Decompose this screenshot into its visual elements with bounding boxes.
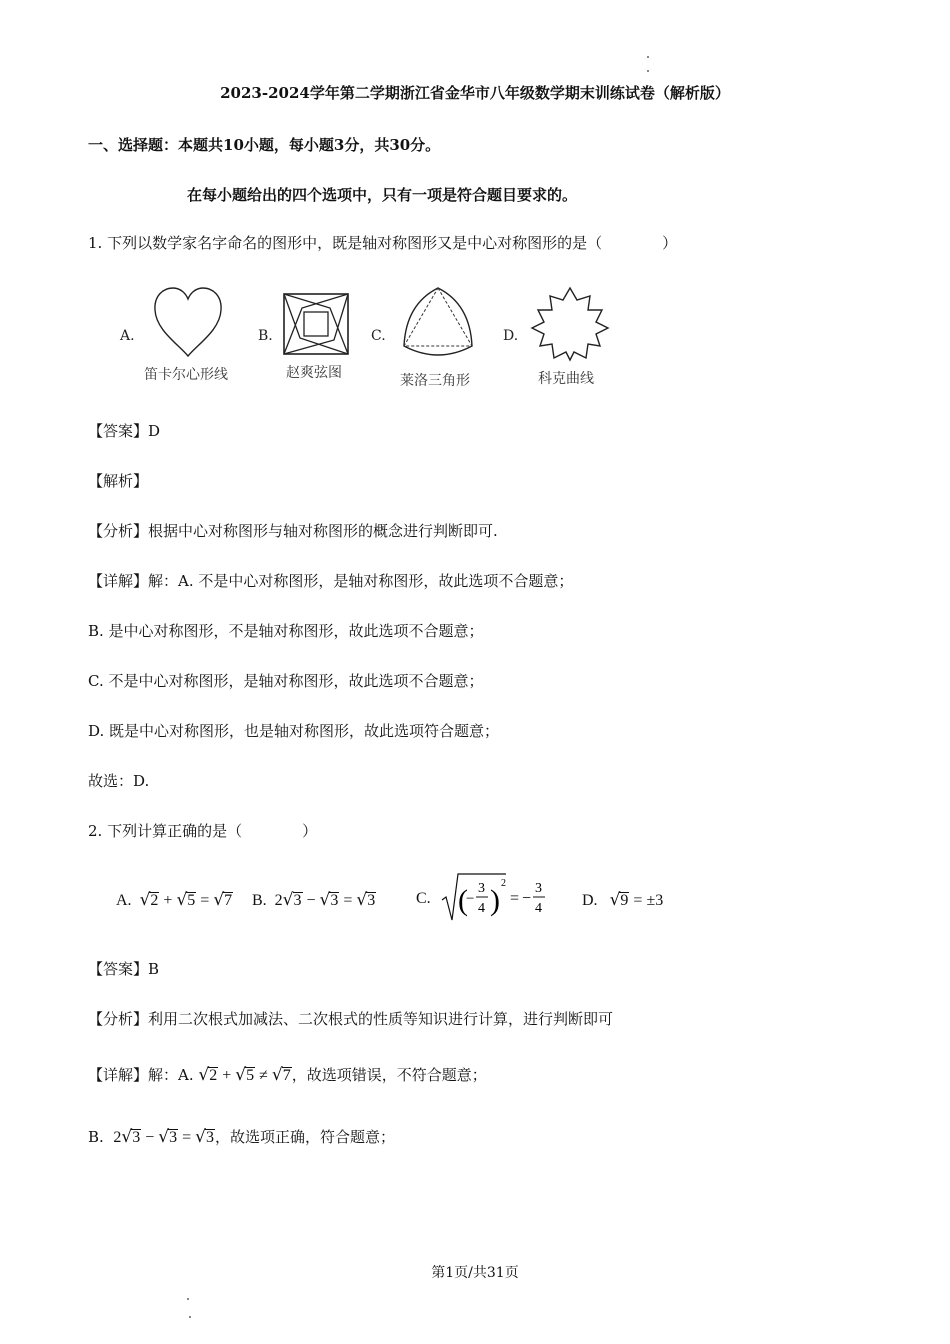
sqrt-icon: √ [176, 890, 188, 910]
scan-dot [647, 70, 649, 72]
option-c-caption: 莱洛三角形 [400, 373, 470, 389]
svg-text:2: 2 [501, 878, 506, 889]
sqrt-icon: √ [271, 1065, 283, 1085]
q1-detail-d: D. 既是中心对称图形，也是轴对称图形，故此选项符合题意； [88, 722, 500, 740]
zhao-shuang-figure [282, 292, 350, 356]
q2-option-c-label: C. [416, 890, 431, 907]
page-footer: 第1页/共31页 [431, 1265, 519, 1281]
q2-option-b-label: B. [252, 892, 267, 909]
q2-fenxi: 【分析】利用二次根式加减法、二次根式的性质等知识进行计算，进行判断即可 [88, 1010, 614, 1028]
svg-text:): ) [490, 884, 500, 917]
sqrt-icon: √ [213, 890, 225, 910]
option-c-label: C. [371, 328, 386, 344]
section-subheading: 在每小题给出的四个选项中，只有一项是符合题目要求的。 [187, 186, 578, 204]
q2-option-c-formula [440, 870, 550, 926]
q2-detail-a: 【详解】解：A. √2 + √5 ≠ √7，故选项错误，不符合题意； [88, 1065, 487, 1085]
svg-text:(: ( [458, 884, 468, 917]
question-1-stem: 1. 下列以数学家名字命名的图形中，既是轴对称图形又是中心对称图形的是（ ） [88, 234, 678, 252]
svg-text:4: 4 [478, 901, 485, 916]
q1-answer: 【答案】D [88, 422, 161, 440]
section-heading: 一、选择题：本题共10小题，每小题3分，共30分。 [88, 136, 441, 154]
q2-option-a-label: A. [116, 892, 132, 909]
sqrt-icon: √ [282, 890, 294, 910]
option-d-caption: 科克曲线 [538, 371, 594, 387]
q2-option-b: B. 2√3 − √3 = √3 [252, 890, 376, 910]
reuleaux-triangle-figure [396, 284, 480, 364]
svg-text:−: − [522, 890, 532, 907]
sqrt-icon: √ [235, 1065, 247, 1085]
q2-option-a: A. √2 + √5 = √7 [116, 890, 233, 910]
q2-detail-b: B. 2√3 − √3 = √3，故选项正确，符合题意； [88, 1127, 395, 1147]
svg-text:=: = [510, 890, 520, 907]
page-title: 2023-2024学年第二学期浙江省金华市八年级数学期末训练试卷（解析版） [220, 84, 730, 102]
q1-fenxi: 【分析】根据中心对称图形与轴对称图形的概念进行判断即可. [88, 522, 498, 540]
svg-text:3: 3 [535, 881, 542, 896]
sqrt-icon: √ [198, 1065, 210, 1085]
q1-detail-c: C. 不是中心对称图形，是轴对称图形，故此选项不合题意； [88, 672, 484, 690]
sqrt-icon: √ [319, 890, 331, 910]
q2-answer: 【答案】B [88, 960, 160, 978]
question-2-stem: 2. 下列计算正确的是（ ） [88, 822, 318, 840]
scan-dot [189, 1316, 191, 1318]
svg-text:3: 3 [478, 881, 485, 896]
q2-option-d-label: D. [582, 892, 598, 909]
q1-jiexi: 【解析】 [88, 472, 149, 490]
cardioid-heart-figure [150, 286, 226, 358]
option-d-label: D. [503, 328, 519, 344]
q2-option-d: D. √9 = ±3 [582, 890, 664, 910]
option-a-label: A. [120, 328, 135, 344]
sqrt-icon: √ [195, 1127, 206, 1147]
svg-text:−: − [466, 891, 475, 907]
sqrt-icon: √ [356, 890, 368, 910]
option-a-caption: 笛卡尔心形线 [144, 367, 228, 383]
scan-dot [647, 56, 649, 58]
svg-text:4: 4 [535, 901, 542, 916]
sqrt-icon: √ [609, 890, 621, 910]
q1-conclusion: 故选：D. [88, 772, 150, 790]
option-b-caption: 赵爽弦图 [286, 365, 342, 381]
q1-detail-b: B. 是中心对称图形，不是轴对称图形，故此选项不合题意； [88, 622, 484, 640]
sqrt-icon: √ [139, 890, 151, 910]
sqrt-icon: √ [158, 1127, 170, 1147]
q1-detail-a: 【详解】解：A. 不是中心对称图形，是轴对称图形，故此选项不合题意； [88, 572, 574, 590]
koch-snowflake-figure [528, 286, 612, 362]
sqrt-icon: √ [121, 1127, 133, 1147]
option-b-label: B. [258, 328, 273, 344]
scan-dot [187, 1298, 189, 1300]
